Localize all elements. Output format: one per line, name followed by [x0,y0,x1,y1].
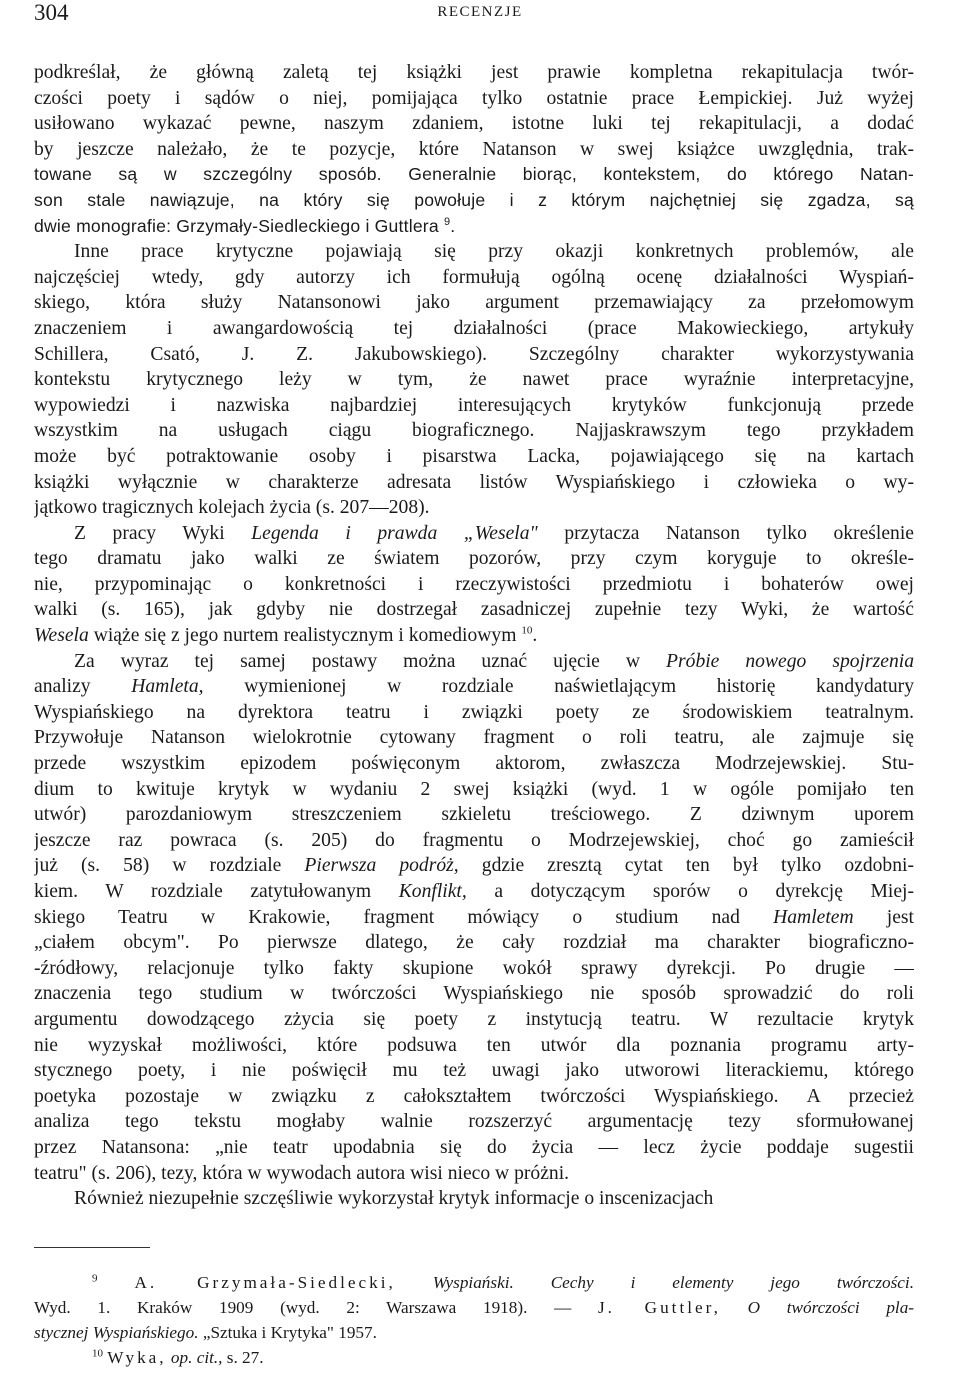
text-line: jątkowo tragicznych kolejach życia (s. 207—208). [34,497,430,519]
text-line: tego dramatu jako walki ze światem pozorów, przy czym koryguje to określe- [34,548,914,570]
footnote-10: $^{10}$ Wyka, op. cit., s. 27. [92,1347,264,1367]
text-line: towane są w szczególny sposób. Generalnie biorąc, kontekstem, do którego Natan- [34,164,914,185]
text-line: jeszcze raz powraca (s. 205) do fragmentu o Modrzejewskiej, choć go zamieścił [34,829,914,851]
text-line: stycznego poety, i nie poświęcił mu też uwagi jako utworowi literackiemu, którego [34,1060,914,1082]
text-line: wszystkim na usługach ciągu biograficznego. Najjaskrawszym tego przykładem [34,420,914,442]
text-line: Przywołuje Natanson wielokrotnie cytowany fragment o roli teatru, ale zajmuje się [34,727,914,749]
footnote-number: 9 [92,1272,98,1285]
work-title: Konflikt, [398,881,467,902]
text-line: skiego Teatru w Krakowie, fragment mówiący o studium nad Hamletem jest [34,906,914,928]
text-line: czości poety i sądów o niej, pomijająca tylko ostatnie prace Łempickiej. Już wyżej [34,87,914,109]
footnote-number: 10 [92,1347,103,1360]
footnote-ref: 10 [521,624,533,637]
text-line: skiego, która służy Natansonowi jako argument przemawiający za przełomowym [34,292,914,314]
footnotes [34,1270,914,1370]
work-title: Hamletem [773,906,854,928]
body-text [34,60,914,1212]
text-line: poetyka pozostaje w związku z całokształtem twórczości Wyspiańskiego. A przecież [34,1085,914,1107]
text-line: „ciałem obcym". Po pierwsze dlatego, że cały rozdział ma charakter biograficzno- [34,932,914,954]
text-line: Wyspiańskiego na dyrektora teatru i związki poety ze środowiskiem teatralnym. [34,701,914,723]
footnote-9-cont: Wyd. 1. Kraków 1909 (wyd. 2: Warszawa 1918). — J. Guttler, O twórczości pla- [34,1298,914,1317]
text-line: już (s. 58) w rozdziale Pierwsza podróż, gdzie zresztą cytat ten był tylko ozdobni- [34,855,914,877]
text-line: nie, przypominając o konkretności i rzeczywistości przedmiotu i bohaterów owej [34,573,914,595]
text-line: Wesela wiąże się z jego nurtem realistycznym i komediowym $^{10}$. [34,624,538,647]
text-line: -źródłowy, relacjonuje tylko fakty skupione wokół sprawy dyrekcji. Po drugie — [34,957,914,979]
text-line: podkreślał, że główną zaletą tej książki jest prawie kompletna rekapitulacja twór- [34,62,914,83]
text-line: dium to kwituje krytyk w wydaniu 2 swej książki (wyd. 1 w ogóle pomijało ten [34,778,914,800]
work-title: Pierwsza podróż, [304,855,459,877]
text-line: książki wyłącznie w charakterze adresata listów Wyspiańskiego i człowieka o wy- [34,471,914,493]
text-line: Również niezupełnie szczęśliwie wykorzystał krytyk informacje o inscenizacjach [74,1188,714,1210]
work-title: Hamleta, [131,676,204,698]
text-line: Z pracy Wyki Legenda i prawda „Wesela" przytacza Natanson tylko określenie [74,522,914,544]
work-title: Próbie nowego spojrzenia [666,650,914,672]
text-line: son stale nawiązuje, na który się powołuje i z którym najchętniej się zgadza, są [34,189,914,210]
work-title: Legenda i prawda „Wesela" [251,522,538,544]
text-line: Schillera, Csató, J. Z. Jakubowskiego). Szczególny charakter wykorzystywania [34,343,914,365]
text-line: wypowiedzi i nazwiska najbardziej interesujących krytyków funkcjonują przede [34,394,914,416]
work-title: Wesela [34,625,89,647]
text-line: kontekstu krytycznego leży w tym, że nawet prace wyraźnie interpretacyjne, [34,369,914,391]
text-line: Za wyraz tej samej postawy można uznać ujęcie w Próbie nowego spojrzenia [74,650,914,672]
text-line: teatru" (s. 206), tezy, która w wywodach autora wisi nieco w próżni. [34,1162,570,1184]
text-line: nie wyzyskał możliwości, które podsuwa ten utwór dla poznania programu arty- [34,1034,914,1056]
text-line: walki (s. 165), jak gdyby nie dostrzegał zasadniczej zupełnie tezy Wyki, że wartość [34,599,914,621]
text-line: analizy Hamleta, wymienionej w rozdziale naświetlającym historię kandydatury [34,676,914,698]
text-line: usiłowano wykazać pewne, naszym zdaniem, istotne luki tej rekapitulacji, a dodać [34,113,914,135]
footnote-divider [34,1247,150,1248]
text-line: dwie monografie: Grzymały-Siedleckiego i Guttlera $^9$. [34,215,456,236]
text-line: znaczenia tego studium w twórczości Wyspiańskiego nie sposób sprowadzić do roli [34,983,914,1005]
text-line: by jeszcze należało, że te pozycje, które Natanson w swej książce uwzględnia, trak- [34,138,914,160]
text-line: analiza tego tekstu mogłaby walnie rozszerzyć argumentację tezy sformułowanej [34,1111,914,1133]
text-line: może być potraktowanie osoby i pisarstwa Lacka, pojawiającego się na kartach [34,445,914,467]
running-title: RECENZJE [437,4,523,20]
text-line: argumentu dowodzącego zżycia się poety z instytucją teatru. W rezultacie krytyk [34,1008,914,1030]
footnote-9: $^9$ A. Grzymała-Siedlecki, Wyspiański. Cechy i elementy jego twórczości. [92,1272,914,1292]
text-line: znaczeniem i awangardowością tej działalności (prace Makowieckiego, artykuły [34,317,914,339]
text-line: kiem. W rozdziale zatytułowanym Konflikt, a dotyczącym sporów o dyrekcję Miej- [34,881,914,902]
page-header [34,0,926,30]
footnote-9-end: stycznej Wyspiańskiego. „Sztuka i Krytyka" 1957. [34,1323,377,1342]
text-line: Inne prace krytyczne pojawiają się przy okazji konkretnych problemów, ale [74,241,914,263]
text-line: najczęściej wtedy, gdy autorzy ich formułują ogólną ocenę działalności Wyspiań- [34,266,914,288]
text-line: przez Natansona: „nie teatr upodabnia się do życia — lecz życie poddaje sugestii [34,1136,914,1158]
text-line: przede wszystkim epizodem poświęconym aktorom, zwłaszcza Modrzejewskiej. Stu- [34,753,914,775]
footnote-ref: 9 [443,215,451,228]
text-line: utwór) parozdaniowym streszczeniem szkieletu treściowego. Z dziwnym uporem [34,804,914,826]
page-number: 304 [34,0,69,25]
